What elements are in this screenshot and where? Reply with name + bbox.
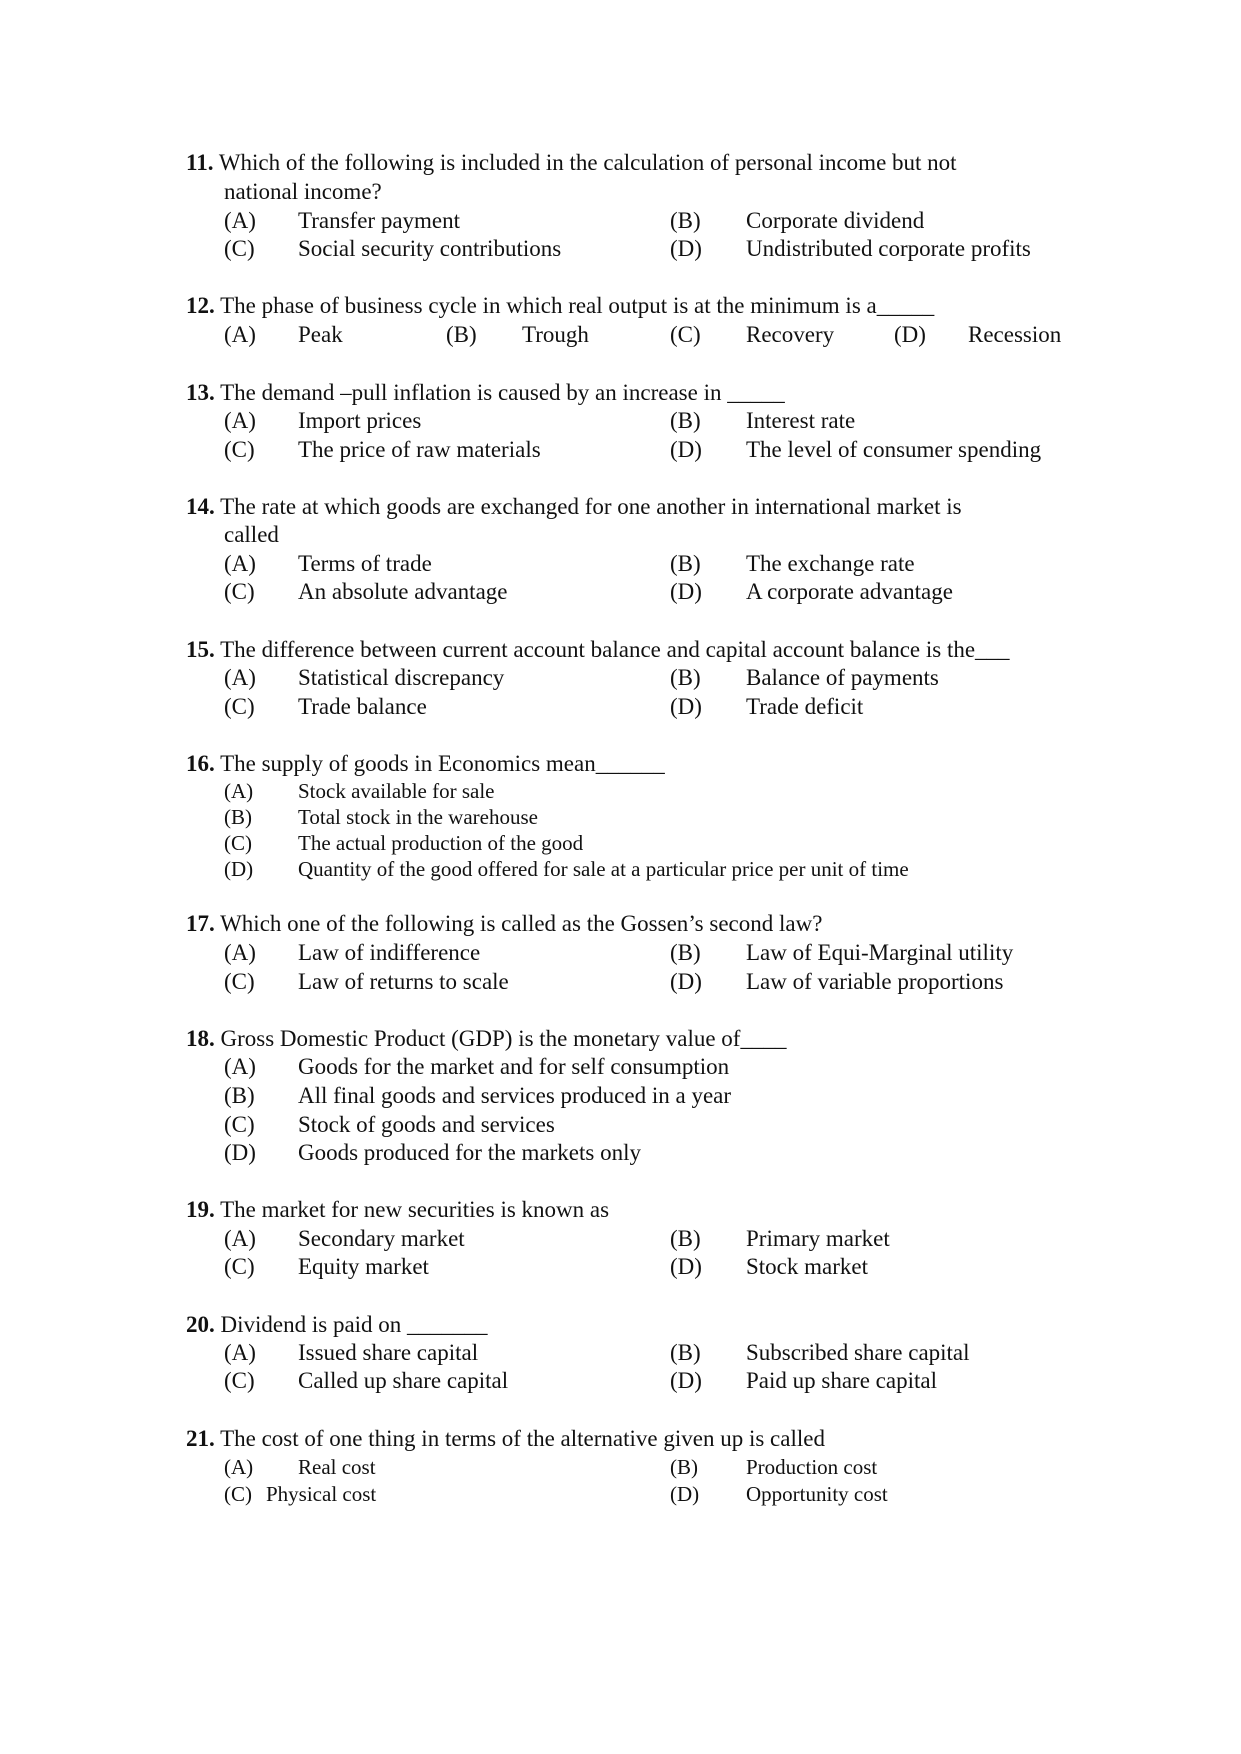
option-d-text: Undistributed corporate profits: [746, 236, 1031, 261]
option-b-text: Law of Equi-Marginal utility: [746, 940, 1014, 965]
option-b-label: (B): [224, 805, 252, 829]
option-b-text: Primary market: [746, 1226, 890, 1251]
question-text-continued: called: [224, 522, 279, 547]
option-c-text: Physical cost: [266, 1482, 377, 1506]
option-c-label: (C): [224, 1254, 255, 1279]
option-c-text: An absolute advantage: [298, 579, 508, 604]
option-a-text: Transfer payment: [298, 208, 461, 233]
option-a-label: (A): [224, 322, 256, 347]
option-d-label: (D): [670, 1254, 702, 1279]
option-b-label: (B): [670, 208, 701, 233]
option-b-text: All final goods and services produced in a year: [298, 1083, 732, 1108]
question-number: 16.: [186, 751, 215, 776]
option-a-label: (A): [224, 940, 256, 965]
question-text: Which one of the following is called as the Gossen’s second law?: [220, 911, 823, 936]
option-b-text: Balance of payments: [746, 665, 939, 690]
question-number: 15.: [186, 637, 215, 662]
question-text: The supply of goods in Economics mean______: [220, 751, 665, 776]
question-stem: [186, 749, 665, 778]
question-text: The phase of business cycle in which real output is at the minimum is a_____: [220, 293, 935, 318]
question-stem: [186, 1310, 488, 1339]
option-a-text: Peak: [298, 322, 343, 347]
question-text: The market for new securities is known as: [220, 1197, 610, 1222]
question-number: 20.: [186, 1312, 215, 1337]
option-a-text: Stock available for sale: [298, 779, 495, 803]
option-a-label: (A): [224, 1226, 256, 1251]
question-text: The difference between current account balance and capital account balance is the___: [220, 637, 1010, 662]
question-text-continued: national income?: [224, 179, 382, 204]
option-b-label: (B): [670, 1340, 701, 1365]
option-b-text: Production cost: [746, 1455, 878, 1479]
option-a-text: Law of indifference: [298, 940, 481, 965]
question-text: Dividend is paid on _______: [220, 1312, 488, 1337]
option-b-label: (B): [670, 1226, 701, 1251]
option-d-label: (D): [670, 579, 702, 604]
question-stem: [186, 148, 957, 177]
question-number: 21.: [186, 1426, 215, 1451]
option-d-text: Goods produced for the markets only: [298, 1140, 642, 1165]
option-c-text: Called up share capital: [298, 1368, 509, 1393]
option-d-text: The level of consumer spending: [746, 437, 1042, 462]
option-b-label: (B): [670, 551, 701, 576]
option-c-text: The actual production of the good: [298, 831, 584, 855]
option-a-label: (A): [224, 551, 256, 576]
option-d-label: (D): [670, 1368, 702, 1393]
question-number: 14.: [186, 494, 215, 519]
option-b-label: (B): [670, 408, 701, 433]
question-text: Which of the following is included in the calculation of personal income but not: [218, 150, 957, 175]
option-a-label: (A): [224, 665, 256, 690]
option-b-label: (B): [670, 665, 701, 690]
question-number: 19.: [186, 1197, 215, 1222]
option-c-label: (C): [224, 1112, 255, 1137]
option-a-label: (A): [224, 408, 256, 433]
option-b-text: The exchange rate: [746, 551, 915, 576]
option-b-text: Subscribed share capital: [746, 1340, 970, 1365]
question-stem: [186, 1424, 825, 1453]
question-stem: [186, 378, 785, 407]
question-text: The rate at which goods are exchanged for one another in international market is: [220, 494, 962, 519]
option-c-label: (C): [224, 437, 255, 462]
option-a-text: Issued share capital: [298, 1340, 479, 1365]
question-text: Gross Domestic Product (GDP) is the monetary value of____: [220, 1026, 787, 1051]
question-number: 18.: [186, 1026, 215, 1051]
option-c-text: The price of raw materials: [298, 437, 541, 462]
option-c-label: (C): [224, 1482, 252, 1506]
option-c-text: Trade balance: [298, 694, 427, 719]
question-text: The cost of one thing in terms of the alternative given up is called: [220, 1426, 825, 1451]
option-c-label: (C): [224, 831, 252, 855]
option-d-label: (D): [670, 1482, 700, 1506]
option-d-text: Quantity of the good offered for sale at a particular price per unit of time: [298, 857, 909, 881]
question-number: 12.: [186, 293, 215, 318]
question-stem: [186, 1024, 786, 1053]
option-a-label: (A): [224, 208, 256, 233]
option-d-text: Recession: [968, 322, 1062, 347]
option-c-label: (C): [670, 322, 701, 347]
option-a-label: (A): [224, 1054, 256, 1079]
option-a-label: (A): [224, 779, 254, 803]
option-d-text: Paid up share capital: [746, 1368, 937, 1393]
option-c-text: Stock of goods and services: [298, 1112, 555, 1137]
option-a-text: Terms of trade: [298, 551, 432, 576]
question-stem: [186, 492, 962, 521]
question-number: 11.: [186, 150, 214, 175]
option-c-label: (C): [224, 1368, 255, 1393]
option-d-label: (D): [224, 857, 254, 881]
option-b-label: (B): [224, 1083, 255, 1108]
option-b-text: Total stock in the warehouse: [298, 805, 538, 829]
option-d-text: A corporate advantage: [746, 579, 953, 604]
option-b-text: Trough: [522, 322, 589, 347]
option-c-label: (C): [224, 694, 255, 719]
option-d-label: (D): [670, 437, 702, 462]
option-d-label: (D): [670, 694, 702, 719]
option-a-text: Real cost: [298, 1455, 376, 1479]
question-text: The demand –pull inflation is caused by an increase in _____: [220, 380, 785, 405]
option-a-label: (A): [224, 1455, 254, 1479]
option-c-label: (C): [224, 579, 255, 604]
option-b-text: Corporate dividend: [746, 208, 925, 233]
question-stem: [186, 635, 1010, 664]
option-d-label: (D): [224, 1140, 256, 1165]
option-a-text: Statistical discrepancy: [298, 665, 505, 690]
option-c-text: Equity market: [298, 1254, 429, 1279]
option-d-text: Trade deficit: [746, 694, 864, 719]
option-d-text: Law of variable proportions: [746, 969, 1004, 994]
option-c-label: (C): [224, 969, 255, 994]
question-number: 17.: [186, 911, 215, 936]
option-b-text: Interest rate: [746, 408, 856, 433]
option-d-text: Opportunity cost: [746, 1482, 888, 1506]
option-c-text: Recovery: [746, 322, 835, 347]
option-b-label: (B): [670, 1455, 698, 1479]
question-stem: [186, 909, 822, 938]
question-stem: [186, 291, 934, 320]
option-a-text: Goods for the market and for self consumption: [298, 1054, 730, 1079]
option-a-label: (A): [224, 1340, 256, 1365]
option-d-label: (D): [670, 236, 702, 261]
question-stem: [186, 1195, 609, 1224]
option-b-label: (B): [670, 940, 701, 965]
option-a-text: Secondary market: [298, 1226, 465, 1251]
option-d-label: (D): [894, 322, 926, 347]
option-c-text: Law of returns to scale: [298, 969, 509, 994]
option-c-text: Social security contributions: [298, 236, 562, 261]
option-b-label: (B): [446, 322, 477, 347]
question-number: 13.: [186, 380, 215, 405]
option-c-label: (C): [224, 236, 255, 261]
option-a-text: Import prices: [298, 408, 422, 433]
option-d-label: (D): [670, 969, 702, 994]
option-d-text: Stock market: [746, 1254, 868, 1279]
